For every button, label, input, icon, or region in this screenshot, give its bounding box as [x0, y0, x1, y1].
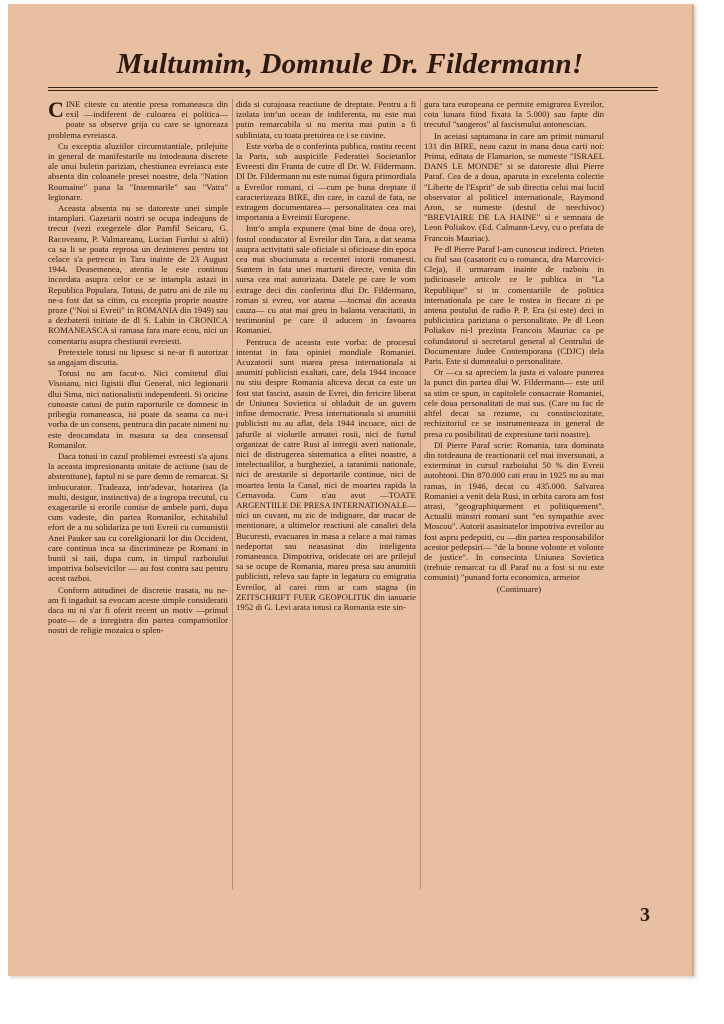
column-2-paragraph-3: Intr'o ampla expunere (mai bine de doua ore), fostul conducator al Evreilor din Tara, a dat seama asupra activitatii sale oficiale si oficioase din epoca cea mai sbuciumata a recentei istorii romanesti. Suntem in fata unei marturii directe, venita din sursa cea mai autorizata. Datele pe care le vom extrage deci din conferinta dlui Dr. Fildermann, roman si evreu, vor atarna —tocmai din aceasta cauza— cu atat mai greu in balanta veracitatii, in testimoniul pe care il aducem in favoarea Romaniei.	[236, 223, 416, 336]
column-2-paragraph-4: Pentruca de aceasta este vorba: de procesul intentat in fata opiniei mondiale Romaniei. Acuzatorii sunt marea presa internationala si anumiti publicisti exaltati, care, dela 1944 incoace nu stiu despre Romania altceva decat ca este un fost stat fascist, asasin de Evrei, din fericire liberat de Uniunea Sovietica si obladuit de un guvern infine democratic. Presa internationala si anumitii publicisti nu au aflat, dela 1944 incoace, nici de jafurile si violurile armatei rosii, nici de furtul organizat de catre Rusi al intregii averi nationale, nici de distrugerea sistematica a elitei noastre, a intelectualilor, a burgheziei, a taranimii nationale, nici de arestarile si deportarile continue, nici de moartea lenta la Canal, nici de moartea rapida la Cernavoda. Cum n'au avut —TOATE ARGENTIILE DE PRESA INTERNATIONALE— nici un cuvant, nu zic de indignare, dar macar de mentionare, a ultimelor reactiuni ale canaliei dela Bucuresti, evacuarea in masa a celace a mai ramas nedeportat sau neasasinat din inteligenta romaneasca. Dimpotriva, oridecate ori are prilejul sa se ocupe de Romania, marea presa sau anumitii publicisti, releva sau fapte in legatura cu emigratia Evreilor, al carei ritm ar cam stagna (in ZEITSCHRIFT FUER GEOPOLITIK din ianuarie 1952 di G. Levi arata totusi ca Romania este sin-	[236, 336, 416, 612]
column-1-paragraph-1	[48, 99, 228, 140]
column-3-paragraph-4: Or —ca sa apreciem la justa ei valoare punerea la punct din partea dlui W. Fildermann— este util sa stim ce spun, in capitolele consacrate Romaniei, cele doua personalitati de mai sus. (Care nu fac de altfel decat sa rezume, cu constinciozitate, rechizitoriul ce se instrumenteaza in general de presa cu posibilitati de expresiune tarii noastre).	[424, 367, 604, 439]
column-2-paragraph-1: dida si curajoasa reactiune de dreptate. Pentru a fi izolata intr'un ocean de indiferenta, nu este mai putin remarcabila si nu merita mai putin a fi subliniata, cu toata pretuirea ce i se cuvine.	[236, 99, 416, 140]
title-rule-bottom	[48, 90, 658, 91]
continuation-note: (Continuare)	[496, 583, 542, 594]
column-divider-1	[232, 99, 233, 889]
column-2-paragraph-2: Este vorba de o conferinta publica, rostita recent la Paris, sub auspiciile Federatiei Societatilor Evreesti din Franta de catre dl Dr. W. Fildermann. Dl Dr. Fildermann nu este numai figura primordiala a Evreilor romani, ci —cum pe buna dreptate il caracterizeaza BIRE, din care, in cazul de fata, ne extragem documentarea— personalitatea cea mai importanta a Evreimii Europene.	[236, 140, 416, 223]
article-column-3	[424, 99, 604, 889]
column-1-paragraph-5: Totusi nu am facut-o. Nici comitetul dlui Visoianu, nici ligistii dlui General, nici legionarii dlui Sima, nici nationalistii independenti. Si oricine cunoaste catusi de putin raporturile ce domnesc in pribegia romaneasca, isi poate da seama ca nu-i vorba de un consens, pentruca din pacate nimeni nu este deocamdata in masura sa dea consensul Romanilor.	[48, 368, 228, 450]
column-1-paragraph-7: Conform atitudinei de discretie trasata, nu ne-am fi ingaduit sa evocam aceste simple consideratii daca nu ni s'ar fi oferit recent un motiv —primul poate— de a inregistra din partea compatriotilor nostri de religie mozaica o splen-	[48, 584, 228, 636]
newspaper-page	[8, 4, 694, 976]
drop-cap: C	[48, 99, 64, 122]
column-1-paragraph-4: Pretextele totusi nu lipsesc si ne-ar fi autorizat sa angajam discutia.	[48, 346, 228, 368]
article-column-2	[236, 99, 416, 889]
paragraph-text: INE citeste cu atentie presa romaneasca din exil —indiferent de culoarea ei politica— poate sa observe grija cu care se ignoreaza problema evreiasca.	[48, 99, 228, 140]
column-divider-2	[420, 99, 421, 889]
title-rule-top	[48, 87, 658, 88]
column-3-paragraph-5: Dl Pierre Paraf scrie: Romania, tara dominata din totdeauna de reactionarii cel mai inversunati, a exterminat in cursul razboiului 50 % din Evreii autohtoni. Din 870.000 cati erau in 1925 nu au mai ramas, in 1946, decat cu 435.000. Salvarea Romaniei a venit dela Rusi, in orbita carora am fost atrasi, "geographiquement et politiquement". Actualii minstri romani sunt "en sympathie avec Moscou". Autorii asasinatelor impotriva evreilor au fost aspru pedepsiti, cu —din partea responsabililor acestor pedepsiri— "de la bonne volonte et volonte de justice". In consecinta Uniunea Sovietica (trebuie remarcat ca dl Paraf nu a fost si nu este comunist) "punand forta economica, armeior	[424, 439, 604, 583]
page-number: 3	[640, 904, 650, 926]
column-3-paragraph-3: Pe dl Pierre Paraf l-am cunoscut indirect. Prieten cu fiul sau (casatorit cu o romanca, dra Marcovici-Cleja), il urmaream inainte de razboiu in judicioasele articole ce le publica in "La Republique" si in comentariile de politica internationala pe care le rostea in fiecare zi pe antena postului de radio P. P. Era (si este) deci in publicistica pariziana o personalitate. Pe dl Leon Poliakov ni-l prezinta Francois Mauriac ca pe cofundatorul si secretarul general al Centrului de Documentare Judee Contemporana (CDJC) dela Paris. Este si dumnealui o personalitate.	[424, 243, 604, 367]
column-1-paragraph-3: Aceasta absenta nu se datoreste unei simple intamplari. Gazetarii nostri se ocupa indeajuns de trecut (vezi exegezele dlor Pamfil Seicaru, G. Racoveanu, P. Valmareanu, Lucian Furdui si altii) ca sa li se poata reprosa un dezinteres pentru tot celace s'a petrecut in Tara inainte de 23 August 1944. Deasemenea, atentia le este continuu incordata asupra celor ce se intampla astazi in Republica Populara. Totusi, de patru ani de zile nu ne-a fost dat sa citim, cu exceptia proprie noastre proze ("Noi si Evreii" in ROMANIA din 1949) sau a dezbaterii initiate de dl S. Labin in CRONICA ROMANEASCA si ramasa fara mare ecou, nici un comentariu asupra chestiunii evreiesti.	[48, 203, 228, 346]
column-1-paragraph-2: Cu exceptia aluziilor circumstantiale, prilejuite in general de manifestarile nu intodeauna discrete ale unui buletin parizian, chestiunea evreiasca este absenta din coloanele presei noastre, dela "Nation Roumaine" pana la "Insemnarile" sau "Vatra" legionare.	[48, 140, 228, 202]
column-3-paragraph-2: In aceiasi saptamana in care am primit numarul 131 din BIRE, neau cazut in mana doua carti noi: Prima, editata de Flamarion, se numeste "ISRAEL DANS LE MONDE" si se datoreste dlui Pierre Paraf. Cea de a doua, aparuta in excelenta colectie "Liberte de l'Esprit" de sub directia celui mai lucid observator al politicel internationale, Raymond Aron, se numeste (destul de neechivoc) "BREVIAIRE DE LA HAINE" si e semnata de Leon Poliakov. (Ed. Calmann-Levy, cu o prefata de Francois Mauriac).	[424, 130, 604, 243]
column-3-paragraph-1: gura tara europeana ce permite emigrarea Evreilor, cota lunara fiind fixata la 5.000) sau fapte din trecutul "sangeros" al fascismului antonescian.	[424, 99, 604, 130]
article-title: Multumim, Domnule Dr. Fildermann!	[116, 48, 584, 80]
column-1-paragraph-6: Daca totusi in cazul problemei evreesti s'a ajuns la aceasta impresionanta unitate de actiune (sau de abstentiune), faptul ni se pare demn de remarcat. Si imbucurator. Tradeaza, intr'adevar, hotarirea (la multi, desigur, instinctiva) de a ingropa trecutul, cu exagerarile si erorile comise de ambele parti, dupa cum vadeste, din partea Romanilor, echitabilul efort de a nu solidariza pe toti Evreii cu comunistii Anei Pauker sau cu coreligionarii lor din Occident, care continua inca sa discrimineze pe Romani in bunii si raii, dupa cum, in timpul razboiului impotriva bolsevicilor — au fost contra sau pentru acest razboi.	[48, 450, 228, 584]
article-column-1	[48, 99, 228, 889]
